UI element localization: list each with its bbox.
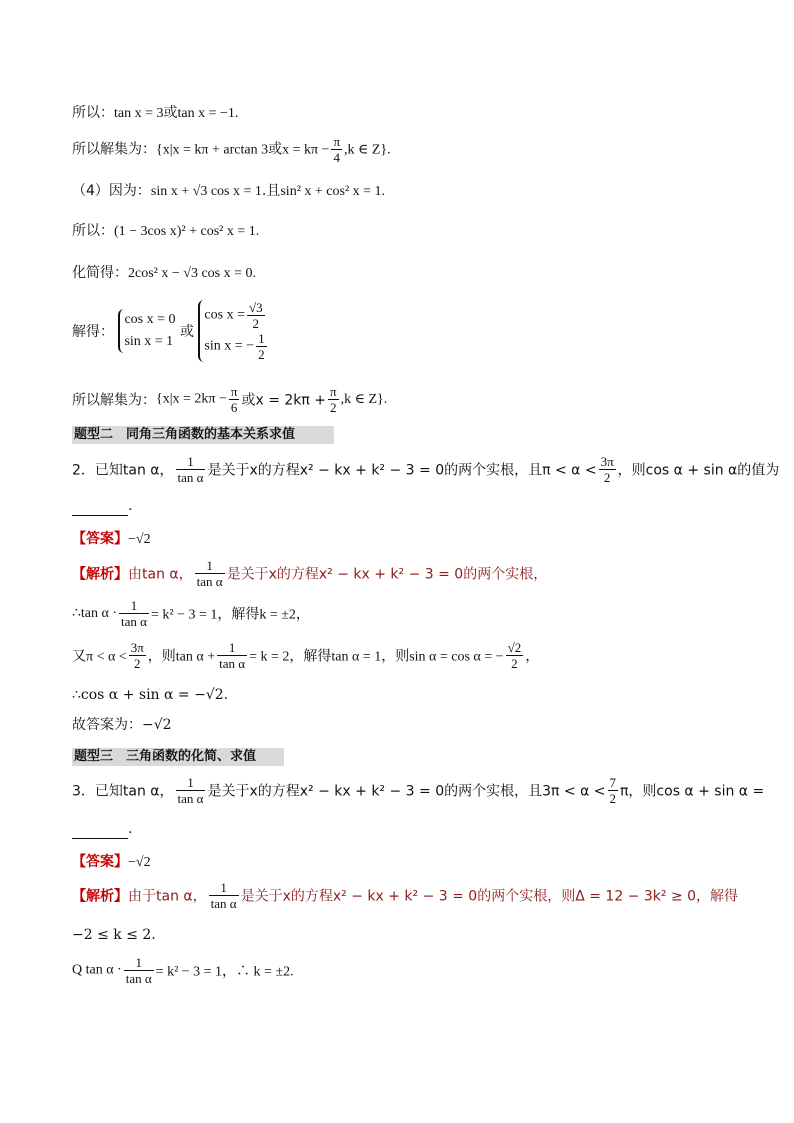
line-simplify bbox=[72, 263, 256, 284]
fraction: $\frac{\pi}{4}$ bbox=[333, 134, 341, 165]
prefix: 解得： bbox=[72, 324, 114, 340]
analysis-label: 【解析】 bbox=[72, 566, 128, 583]
prefix: 化简得： bbox=[72, 265, 128, 281]
analysis-label: 【解析】 bbox=[72, 888, 128, 905]
analysis-2-line4: ∴cos α + sin α = −√2. bbox=[72, 687, 229, 703]
analysis-2-line1: 【解析】由tan α， $\frac{1}{\text{tan α}}$ 是关于x的方程x² − kx + k² − 3 = 0的两个实根， bbox=[72, 558, 548, 589]
prefix: 所以解集为： bbox=[72, 141, 156, 158]
fraction: $\frac{\pi}{2}$ bbox=[330, 384, 337, 415]
prefix: 所以： bbox=[72, 223, 114, 239]
line-so-equation bbox=[72, 221, 259, 242]
math: (1 − 3cos x)² + cos² x = 1. bbox=[114, 224, 260, 239]
answer-blank bbox=[72, 501, 128, 516]
question-2-blank: . bbox=[72, 496, 132, 516]
question-3: 3．已知tan α， $\frac{1}{\text{tan α}}$ 是关于x的方程x² − kx + k² − 3 = 0的两个实根，且3π < α < $\frac{7}{2}$ π，则cos α + sin α = bbox=[72, 775, 765, 806]
analysis-3-line2: −2 ≤ k ≤ 2. bbox=[72, 927, 156, 943]
answer-2 bbox=[72, 529, 151, 550]
line-solution-set-2: 所以解集为：{x|x = 2kπ − $\frac{\pi}{6}$ 或x = 2kπ + $\frac{\pi}{2}$ ,k ∈ Z}. bbox=[72, 384, 388, 415]
prefix: 所以： bbox=[72, 105, 114, 121]
analysis-2-line3: 又π < α < $\frac{3\pi}{2}$ ，则tan α + $\frac{1}{\text{tan α}}$ = k = 2，解得tan α = 1，则sin α = cos α = − $\frac{√2}{2}$ ， bbox=[72, 640, 540, 671]
math: {x|x = kπ + arctan 3或x = kπ − bbox=[156, 142, 330, 158]
analysis-3-line1: 【解析】由于tan α， $\frac{1}{\text{tan α}}$ 是关于x的方程x² − kx + k² − 3 = 0的两个实根，则Δ = 12 − 3k² ≥ 0，解得 bbox=[72, 880, 739, 911]
question-3-blank: . bbox=[72, 819, 132, 839]
math: ,k ∈ Z}. bbox=[344, 142, 391, 158]
answer-label: 【答案】 bbox=[72, 854, 128, 870]
system-1: cos x = 0 sin x = 1 bbox=[118, 309, 175, 353]
analysis-3-line3: Q tan α · $\frac{1}{\text{tan α}}$ = k² − 3 = 1，∴ k = ±2. bbox=[72, 955, 294, 986]
line-solve-system: 解得： cos x = 0 sin x = 1 或 cos x = $\frac{√3}{2}$ sin x = − $\frac{1}{2}$ bbox=[72, 300, 269, 362]
math: sin x + √3 cos x = 1 bbox=[150, 184, 262, 199]
analysis-2-line5: 故答案为：−√2 bbox=[72, 717, 172, 733]
section-title-2: 题型二 同角三角函数的基本关系求值 bbox=[72, 426, 334, 444]
math: 2cos² x − √3 cos x = 0. bbox=[128, 266, 256, 281]
line-tan-solutions bbox=[72, 103, 238, 124]
analysis-2-line2: ∴tan α · $\frac{1}{\text{tan α}}$ = k² − 3 = 1，解得k = ±2， bbox=[72, 598, 310, 629]
answer-value: −√2 bbox=[128, 855, 151, 870]
math: sin² x + cos² x = 1. bbox=[280, 184, 386, 199]
prefix: （4）因为： bbox=[72, 183, 151, 199]
system-2: cos x = $\frac{√3}{2}$ sin x = − $\frac{1}{2}$ bbox=[198, 300, 268, 362]
answer-3 bbox=[72, 852, 151, 873]
answer-value: −√2 bbox=[128, 532, 151, 547]
section-title-3: 题型三 三角函数的化简、求值 bbox=[72, 748, 284, 766]
answer-label: 【答案】 bbox=[72, 531, 128, 547]
line-part4-because: （4）因为：sin x + √3 cos x = 1.且sin² x + cos² x = 1. bbox=[72, 183, 386, 199]
answer-blank bbox=[72, 824, 128, 839]
fraction: $\frac{\pi}{6}$ bbox=[230, 384, 238, 415]
math: tan x = 3或tan x = −1. bbox=[114, 106, 239, 121]
prefix: 所以解集为： bbox=[72, 392, 156, 409]
question-2: 2．已知tan α， $\frac{1}{\text{tan α}}$ 是关于x的方程x² − kx + k² − 3 = 0的两个实根，且π < α < $\frac{3\pi}{2}$ ，则cos α + sin α的值为 bbox=[72, 454, 780, 485]
line-solution-set-1 bbox=[72, 134, 391, 165]
